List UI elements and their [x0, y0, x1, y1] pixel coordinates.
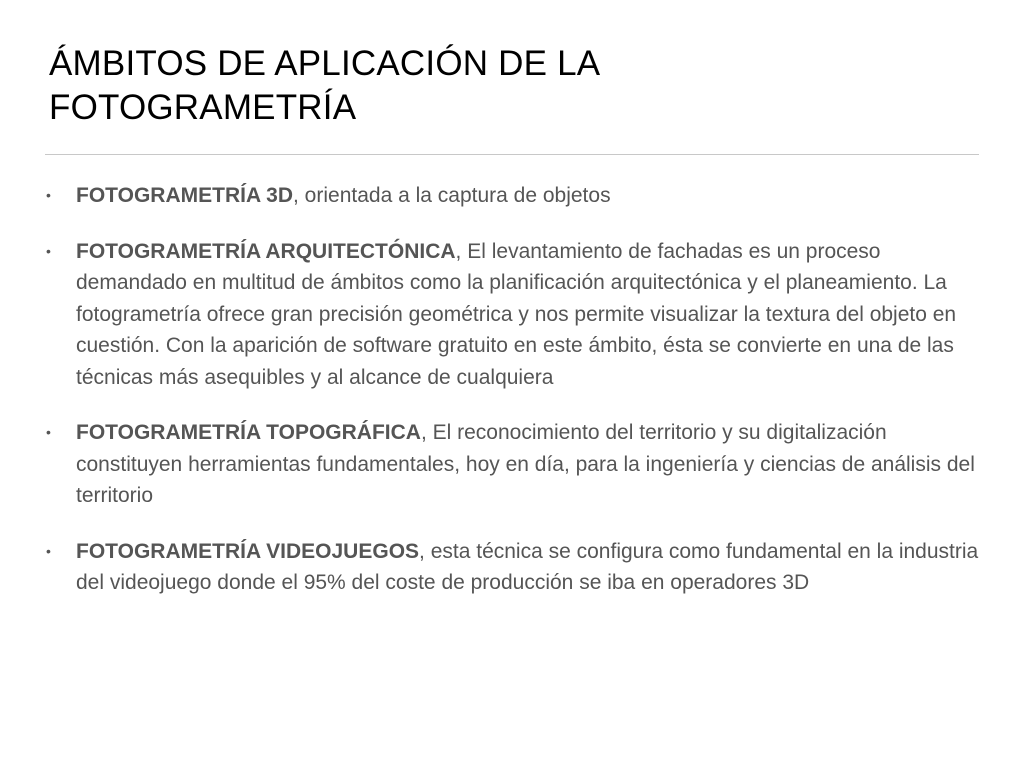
bullet-item-videojuegos: [46, 536, 981, 599]
bullet-list: [46, 180, 981, 623]
bullet-term: FOTOGRAMETRÍA VIDEOJUEGOS: [76, 539, 420, 563]
bullet-text: , orientada a la captura de objetos: [293, 184, 611, 207]
bullet-term: FOTOGRAMETRÍA TOPOGRÁFICA: [76, 421, 421, 444]
slide-title-line-1: ÁMBITOS DE APLICACIÓN DE LA: [49, 44, 601, 83]
bullet-icon: •: [46, 424, 51, 440]
slide-title-line-2: FOTOGRAMETRÍA: [49, 88, 357, 127]
bullet-text: , El levantamiento de fachadas es un proceso demandado en multitud de ámbitos como la planificación arquitectónica y el planeamiento. La fotogrametría ofrece gran precisión geométrica y nos permite visualizar la textura del objeto en cuestión. Con la aparición de software gratuito en este ámbito, ésta se convierte en una de las técnicas más asequibles y al alcance de cualquiera: [76, 239, 957, 389]
bullet-icon: •: [46, 542, 51, 559]
bullet-item-arquitectonica: [46, 236, 981, 394]
bullet-term: FOTOGRAMETRÍA 3D: [76, 184, 294, 207]
bullet-item-3d: [46, 180, 981, 212]
bullet-text: , El reconocimiento del territorio y su digitalización constituyen herramientas fundamentales, hoy en día, para la ingeniería y ciencias de análisis del territorio: [76, 421, 975, 507]
slide-title: [49, 42, 979, 130]
bullet-icon: •: [46, 187, 51, 203]
bullet-term: FOTOGRAMETRÍA ARQUITECTÓNICA: [76, 239, 456, 263]
bullet-icon: •: [46, 242, 51, 259]
bullet-text: , esta técnica se configura como fundamental en la industria del videojuego donde el 95% del coste de producción se iba en operadores 3D: [76, 539, 979, 594]
title-divider: [45, 154, 979, 155]
bullet-item-topografica: [46, 417, 981, 512]
